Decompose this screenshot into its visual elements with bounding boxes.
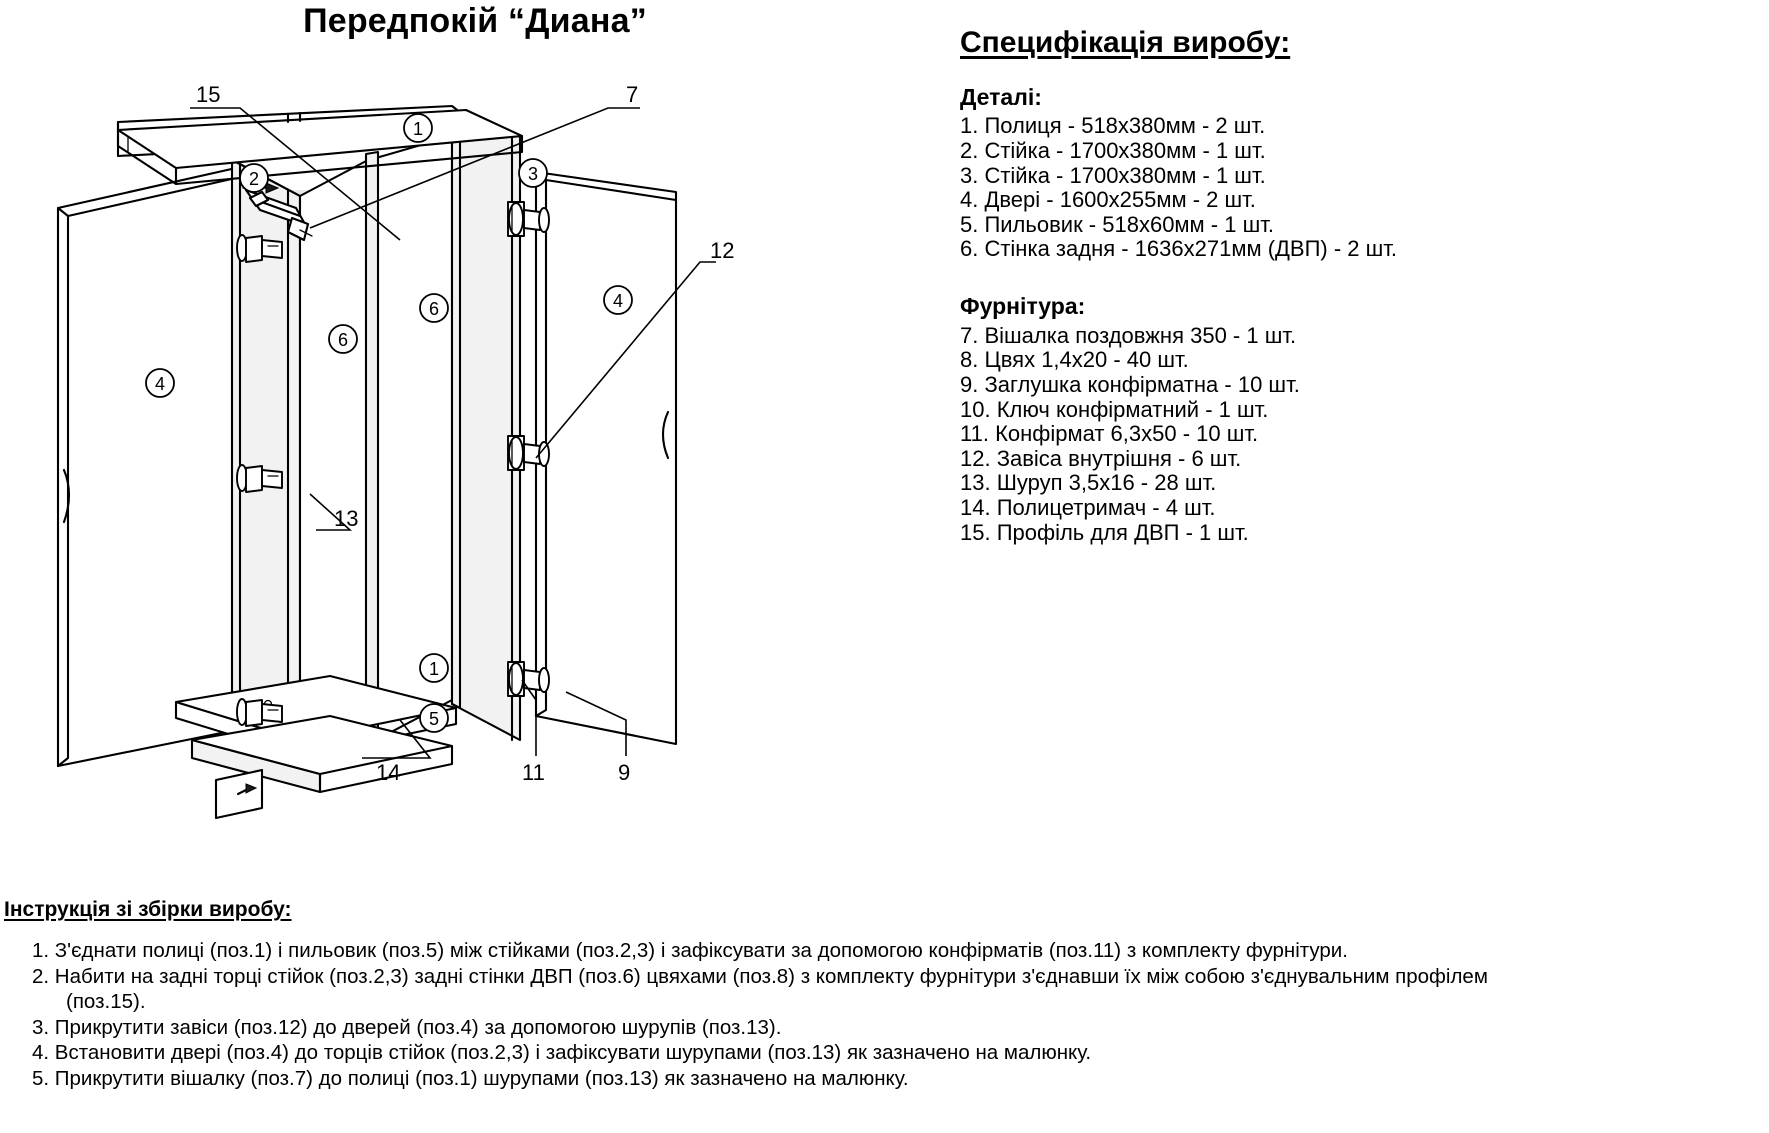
parts-list-item: 3. Стійка - 1700х380мм - 1 шт.	[960, 162, 1266, 188]
instruction-step: 1. З'єднати полиці (поз.1) і пильовик (поз.5) між стійками (поз.2,3) і зафіксувати за допомогою конфірматів (поз.11) з комплекту фурнітури.	[32, 939, 1348, 962]
part-left-door	[58, 168, 243, 766]
hardware-list-item: 9. Заглушка конфірматна - 10 шт.	[960, 372, 1300, 398]
part-right-door	[536, 172, 676, 744]
instructions-heading: Інструкція зі збірки виробу:	[4, 898, 292, 921]
parts-list-item: 1. Полиця - 518х380мм - 2 шт.	[960, 113, 1266, 139]
callout-15: 15	[196, 82, 221, 107]
hardware-list-item: 8. Цвях 1,4х20 - 40 шт.	[960, 347, 1189, 373]
bubble-2	[240, 164, 268, 192]
hardware-list-item: 14. Полицетримач - 4 шт.	[960, 495, 1216, 520]
parts-list	[960, 114, 1750, 262]
callout-9: 9	[618, 760, 631, 785]
hardware-list-item: 10. Ключ конфірматний - 1 шт.	[960, 396, 1269, 422]
hardware-list-item: 13. Шуруп 3,5х16 - 28 шт.	[960, 470, 1217, 496]
specification-panel	[960, 26, 1750, 545]
instruction-step: 3. Прикрутити завіси (поз.12) до дверей (поз.4) за допомогою шурупів (поз.13).	[32, 1015, 782, 1039]
hardware-list-item: 15. Профіль для ДВП - 1 шт.	[960, 519, 1249, 545]
callout-12: 12	[710, 238, 735, 263]
bubble-6-left	[329, 325, 357, 353]
assembly-drawing	[0, 40, 960, 870]
hardware-list-item: 11. Конфірмат 6,3х50 - 10 шт.	[960, 421, 1259, 447]
svg-text:1: 1	[428, 659, 440, 679]
instruction-step: 4. Встановити двері (поз.4) до торців стійок (поз.2,3) і зафіксувати шурупами (поз.13) як зазначено на малюнку.	[32, 1041, 1092, 1065]
svg-text:4: 4	[154, 374, 166, 394]
bubble-4-left	[146, 369, 174, 397]
parts-list-item: 4. Двері - 1600х255мм - 2 шт.	[960, 187, 1256, 213]
svg-text:6: 6	[428, 299, 440, 319]
bubble-6-right	[420, 294, 448, 322]
svg-text:2: 2	[248, 169, 260, 189]
instruction-step-continuation: (поз.15).	[66, 990, 146, 1014]
instruction-step: 2. Набити на задні торці стійок (поз.2,3) задні стінки ДВП (поз.6) цвяхами (поз.8) з комплекту фурнітури з'єднавши їх між собою з'єднувальним профілем	[32, 964, 1488, 988]
bubble-4-right	[604, 286, 632, 314]
hardware-list-item: 12. Завіса внутрішня - 6 шт.	[960, 445, 1242, 471]
callout-7: 7	[626, 82, 639, 107]
callout-11: 11	[522, 760, 545, 785]
instruction-step: 5. Прикрутити вішалку (поз.7) до полиці (поз.1) шурупами (поз.13) як зазначено на малюнку.	[32, 1066, 909, 1090]
svg-text:4: 4	[612, 291, 624, 311]
page-title: Передпокій “Диана”	[303, 2, 647, 40]
bubble-1-bottom	[420, 654, 448, 682]
part-connecting-profile	[366, 152, 378, 744]
shelf-support-detail	[216, 770, 262, 818]
svg-text:6: 6	[337, 330, 349, 350]
svg-text:3: 3	[527, 164, 539, 184]
parts-list-item: 2. Стійка - 1700х380мм - 1 шт.	[960, 137, 1266, 163]
parts-list-item: 6. Стінка задня - 1636х271мм (ДВП) - 2 шт.	[960, 236, 1398, 262]
hardware-list	[960, 324, 1750, 545]
hardware-list-item: 7. Вішалка поздовжня 350 - 1 шт.	[960, 322, 1297, 348]
hardware-heading: Фурнітура:	[960, 292, 1086, 319]
callout-13: 13	[334, 506, 359, 531]
svg-text:1: 1	[412, 119, 424, 139]
bubble-1-top	[404, 114, 432, 142]
specification-heading: Специфікація виробу:	[960, 26, 1291, 59]
instruction-step-list	[4, 938, 1764, 1092]
svg-text:5: 5	[428, 709, 440, 729]
parts-heading: Деталі:	[960, 83, 1042, 110]
bubble-5	[420, 704, 448, 732]
assembly-instructions	[4, 898, 1764, 1092]
bubble-3	[519, 159, 547, 187]
callout-14: 14	[376, 760, 401, 785]
parts-list-item: 5. Пильовик - 518х60мм - 1 шт.	[960, 211, 1274, 237]
